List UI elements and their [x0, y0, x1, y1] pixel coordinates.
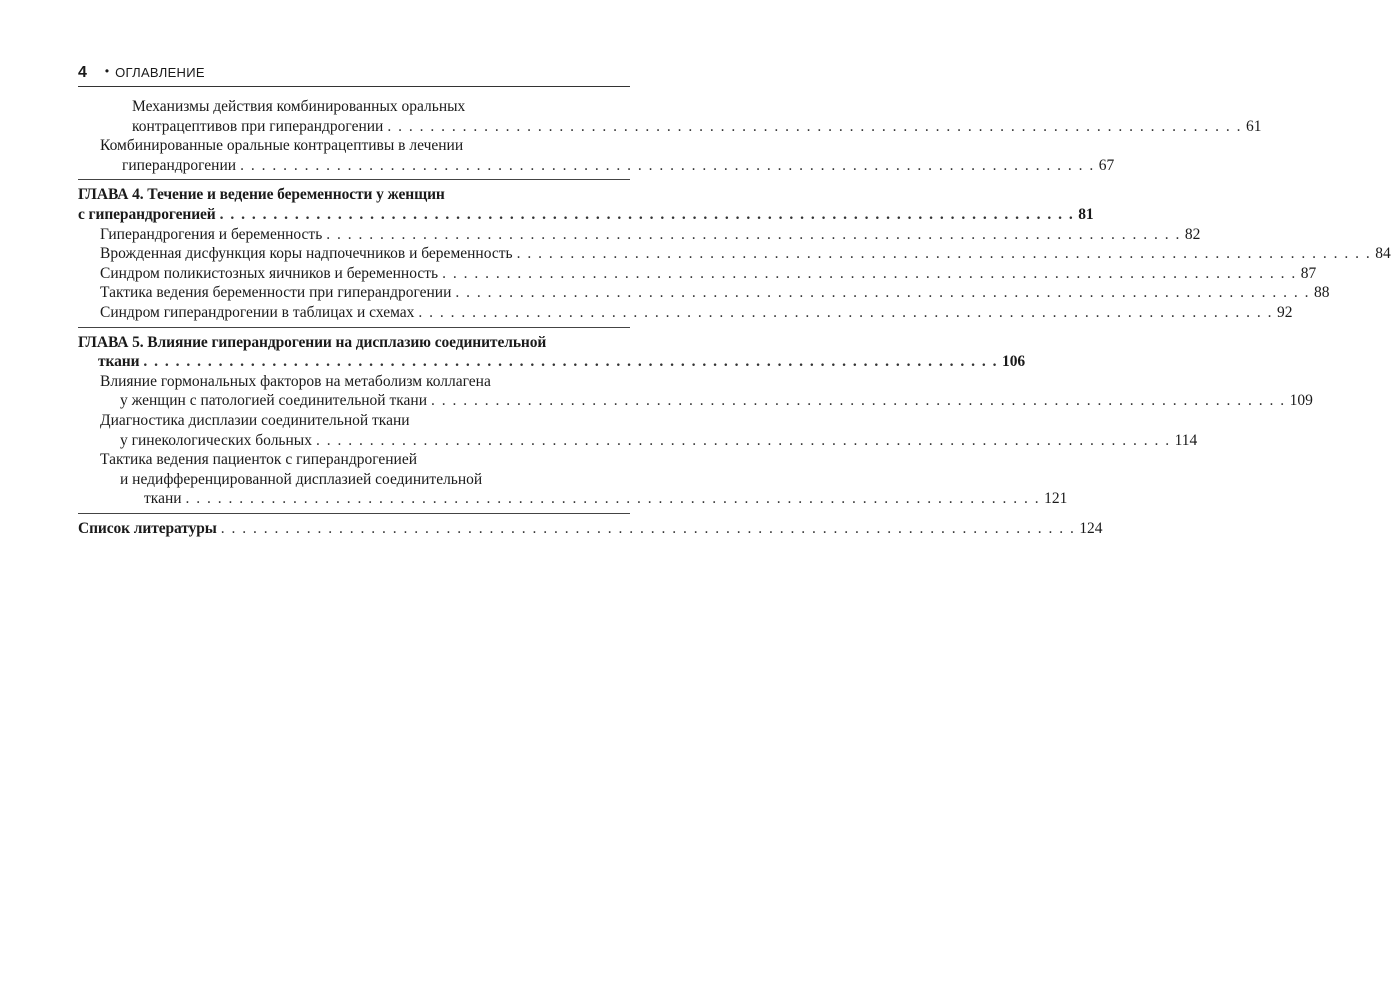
toc-entry-title: Гиперандрогения и беременность: [100, 225, 323, 243]
toc-page-number: 61: [1245, 117, 1262, 135]
toc-entry-title: Синдром поликистозных яичников и беременность: [100, 264, 439, 282]
leader-dots: . . . . . . . . . . . . . . . . . . . . . . . . . . . . . . . . . . . . . . . . . . . . . . . . . . . . . . . . . . . . . . . . . . . . . . . . . . . . . . . .: [516, 245, 1372, 263]
leader-dots: . . . . . . . . . . . . . . . . . . . . . . . . . . . . . . . . . . . . . . . . . . . . . . . . . . . . . . . . . . . . . . . . . . . . . . . . . . . . . . . .: [431, 392, 1286, 410]
chapter-title: ГЛАВА 4. Течение и ведение беременности у женщин: [78, 186, 445, 204]
toc-entry-title: Влияние гормональных факторов на метаболизм коллагена: [100, 372, 491, 390]
toc-entry-title: у гинекологических больных: [120, 431, 312, 449]
leader-dots: . . . . . . . . . . . . . . . . . . . . . . . . . . . . . . . . . . . . . . . . . . . . . . . . . . . . . . . . . . . . . . . . . . . . . . . . . . . . . . . .: [455, 284, 1310, 302]
leader-dots: . . . . . . . . . . . . . . . . . . . . . . . . . . . . . . . . . . . . . . . . . . . . . . . . . . . . . . . . . . . . . . . . . . . . . . . . . . . . . . . .: [185, 490, 1041, 508]
toc-page-number: 87: [1300, 264, 1317, 282]
toc-page-number: 114: [1174, 431, 1198, 449]
toc-entry-title: у женщин с патологией соединительной ткани: [120, 392, 428, 410]
toc-page-number: 84: [1375, 245, 1391, 263]
toc-chapter[interactable]: [78, 333, 1025, 372]
toc-chapter[interactable]: [78, 185, 1094, 224]
toc-references[interactable]: [78, 519, 1103, 539]
chapter-title: ГЛАВА 5. Влияние гиперандрогении на дисплазию соединительной: [78, 333, 547, 351]
toc-entry-title: Врожденная дисфункция коры надпочечников и беременность: [100, 245, 513, 263]
toc-entry[interactable]: [78, 244, 1391, 264]
toc-entry-title: Синдром гиперандрогении в таблицах и схемах: [100, 303, 415, 321]
toc-entry[interactable]: [78, 136, 1115, 175]
section-divider: [78, 179, 630, 180]
leader-dots: . . . . . . . . . . . . . . . . . . . . . . . . . . . . . . . . . . . . . . . . . . . . . . . . . . . . . . . . . . . . . . . . . . . . . . . . . . . . . . . .: [240, 156, 1095, 174]
leader-dots: . . . . . . . . . . . . . . . . . . . . . . . . . . . . . . . . . . . . . . . . . . . . . . . . . . . . . . . . . . . . . . . . . . . . . . . . . . . . . . . .: [220, 519, 1076, 537]
toc-entry-title: гиперандрогении: [122, 156, 237, 174]
references-title: Список литературы: [78, 519, 217, 537]
toc-entry[interactable]: [78, 264, 1317, 284]
toc-entry[interactable]: [78, 283, 1330, 303]
toc-page-number: 81: [1078, 205, 1094, 223]
toc-entry[interactable]: [78, 411, 1198, 450]
toc-entry[interactable]: [78, 372, 1313, 411]
leader-dots: . . . . . . . . . . . . . . . . . . . . . . . . . . . . . . . . . . . . . . . . . . . . . . . . . . . . . . . . . . . . . . . . . . . . . . . . . . . . . . . .: [387, 117, 1242, 135]
header-rule: [78, 86, 630, 87]
toc-entry-title: и недифференцированной дисплазией соединительной: [120, 470, 483, 488]
toc-page-number: 67: [1098, 156, 1115, 174]
leader-dots: . . . . . . . . . . . . . . . . . . . . . . . . . . . . . . . . . . . . . . . . . . . . . . . . . . . . . . . . . . . . . . . . . . . . . . . . . . . . . . . .: [143, 353, 999, 371]
toc-entry-title: ткани: [144, 490, 182, 508]
toc-page-number: 121: [1044, 490, 1068, 508]
toc-entry-title: Комбинированные оральные контрацептивы в лечении: [100, 137, 464, 155]
toc-entry-title: Диагностика дисплазии соединительной ткани: [100, 411, 410, 429]
toc-page-number: 92: [1277, 303, 1293, 321]
leader-dots: . . . . . . . . . . . . . . . . . . . . . . . . . . . . . . . . . . . . . . . . . . . . . . . . . . . . . . . . . . . . . . . . . . . . . . . . . . . . . . . .: [326, 225, 1181, 243]
toc-entry[interactable]: [78, 225, 1201, 245]
leader-dots: . . . . . . . . . . . . . . . . . . . . . . . . . . . . . . . . . . . . . . . . . . . . . . . . . . . . . . . . . . . . . . . . . . . . . . . . . . . . . . . .: [315, 431, 1171, 449]
toc-entry-title: Тактика ведения беременности при гиперандрогении: [100, 284, 452, 302]
toc-entry[interactable]: [78, 450, 1068, 509]
toc-entry-title: Тактика ведения пациенток с гиперандрогенией: [100, 451, 418, 469]
table-of-contents: [78, 97, 1391, 538]
leader-dots: . . . . . . . . . . . . . . . . . . . . . . . . . . . . . . . . . . . . . . . . . . . . . . . . . . . . . . . . . . . . . . . . . . . . . . . . . . . . . . . .: [219, 205, 1075, 223]
section-divider: [78, 327, 630, 328]
toc-entry[interactable]: [78, 303, 1293, 323]
page-number: 4: [78, 64, 87, 81]
toc-page-number: 109: [1289, 392, 1313, 410]
toc-entry[interactable]: [78, 97, 1262, 136]
bullet-icon: •: [104, 64, 110, 78]
leader-dots: . . . . . . . . . . . . . . . . . . . . . . . . . . . . . . . . . . . . . . . . . . . . . . . . . . . . . . . . . . . . . . . . . . . . . . . . . . . . . . . .: [418, 303, 1274, 321]
running-head: [78, 64, 630, 84]
leader-dots: . . . . . . . . . . . . . . . . . . . . . . . . . . . . . . . . . . . . . . . . . . . . . . . . . . . . . . . . . . . . . . . . . . . . . . . . . . . . . . . .: [442, 264, 1297, 282]
chapter-title: с гиперандрогенией: [78, 205, 216, 223]
chapter-title: ткани: [98, 353, 140, 371]
toc-entry-title: Механизмы действия комбинированных оральных: [132, 98, 466, 115]
toc-entry-title: контрацептивов при гиперандрогении: [132, 117, 384, 135]
toc-page-number: 82: [1184, 225, 1201, 243]
toc-page-number: 88: [1314, 284, 1330, 302]
toc-page-number: 106: [1002, 353, 1025, 371]
running-title: ОГЛАВЛЕНИЕ: [115, 65, 205, 80]
section-divider: [78, 513, 630, 514]
toc-page-number: 124: [1079, 519, 1103, 537]
